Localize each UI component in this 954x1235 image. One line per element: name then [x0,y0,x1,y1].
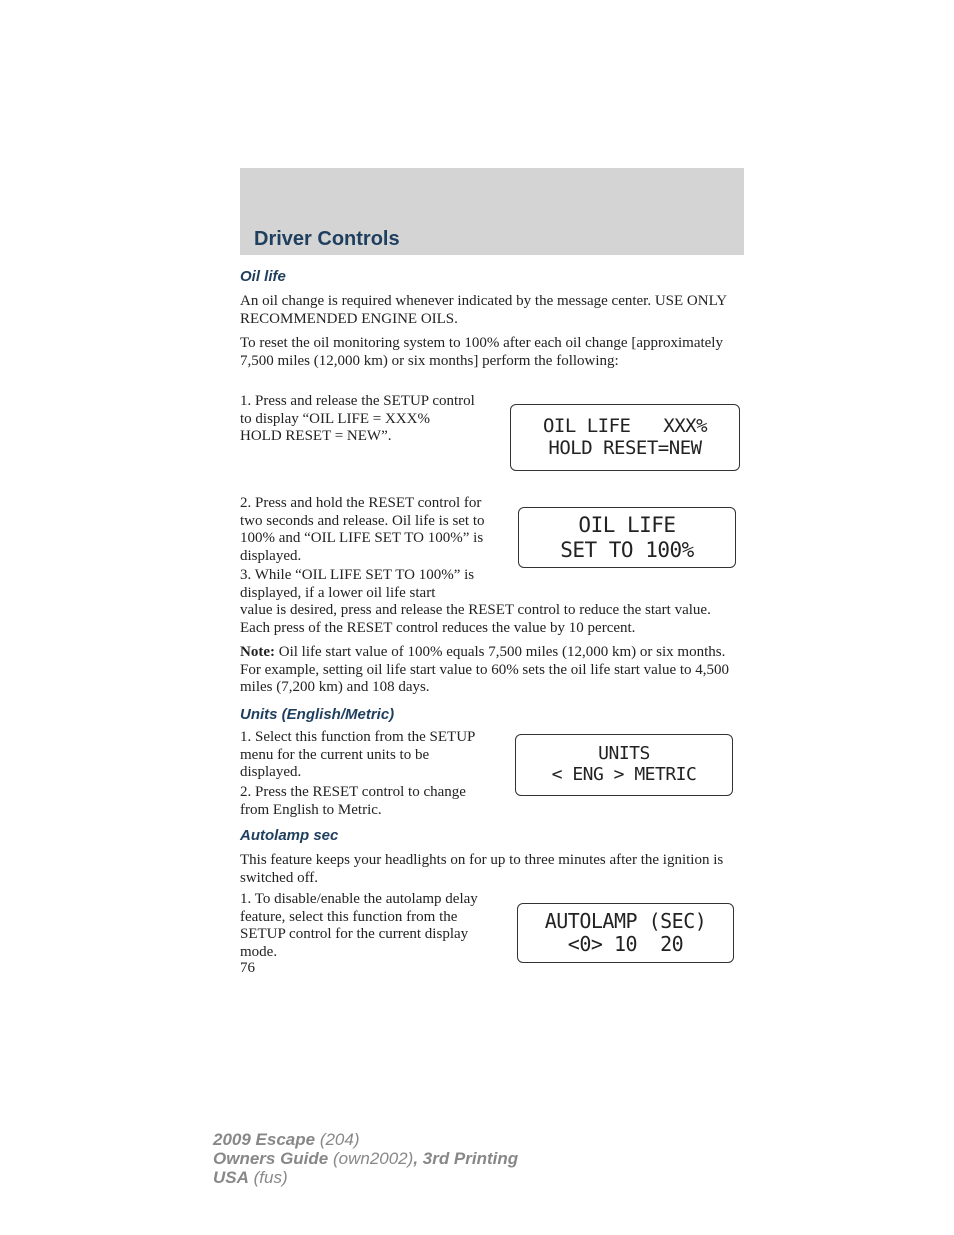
footer-imprint [213,1130,518,1187]
oil-life-display-2 [518,507,736,568]
display-line-1: OIL LIFE [578,513,676,538]
footer-region-code: (fus) [248,1168,288,1187]
oil-life-step-3-continued: value is desired, press and release the RESET control to reduce the start value. Each press of the RESET control reduces the value by 10 percent. [240,602,711,636]
oil-life-step-3-start: 3. While “OIL LIFE SET TO 100%” is displayed, if a lower oil life start [240,567,475,601]
oil-life-reset-paragraph: To reset the oil monitoring system to 100% after each oil change [approximately 7,500 miles (12,000 km) or six months] perform the following: [240,335,723,369]
autolamp-step-1: 1. To disable/enable the autolamp delay feature, select this function from the SETUP control for the current display mode. [240,891,478,960]
oil-life-step-1: 1. Press and release the SETUP control to display “OIL LIFE = XXX% HOLD RESET = NEW”. [240,393,475,444]
display-line-1: UNITS [598,743,650,765]
units-step-2: 2. Press the RESET control to change from English to Metric. [240,784,466,818]
oil-life-intro-paragraph: An oil change is required whenever indicated by the message center. USE ONLY RECOMMENDED ENGINE OILS. [240,293,727,327]
autolamp-intro-paragraph: This feature keeps your headlights on for up to three minutes after the ignition is switched off. [240,852,724,886]
oil-life-display-1 [510,404,740,471]
footer-model-code: (204) [315,1130,360,1149]
oil-life-note [240,644,744,697]
footer-guide-code: (own2002) [328,1149,414,1168]
autolamp-display [517,903,734,963]
section-title: Driver Controls [254,228,400,250]
footer-guide: Owners Guide [213,1149,329,1168]
units-display [515,734,733,796]
page-number: 76 [240,960,255,976]
display-line-2: <0> 10 20 [567,932,684,956]
footer-region: USA [213,1168,249,1187]
footer-model: 2009 Escape [213,1130,316,1149]
display-line-2: HOLD RESET=NEW [548,436,702,459]
display-line-2: < ENG > METRIC [551,764,697,785]
section-header-band [240,168,744,255]
display-line-2: SET TO 100% [560,537,694,562]
oil-life-step-2: 2. Press and hold the RESET control for two seconds and release. Oil life is set to 100% and “OIL LIFE SET TO 100%” is displayed. [240,495,485,564]
footer-printing: , 3rd Printing [413,1149,519,1168]
note-label: Note: [240,644,275,660]
display-line-1: AUTOLAMP (SEC) [544,909,707,933]
autolamp-heading: Autolamp sec [240,827,339,844]
units-step-1: 1. Select this function from the SETUP menu for the current units to be displayed. [240,729,475,780]
display-line-1: OIL LIFE XXX% [542,414,708,437]
units-heading: Units (English/Metric) [240,706,395,723]
oil-life-heading: Oil life [240,268,286,285]
note-text: Oil life start value of 100% equals 7,500 miles (12,000 km) or six months. For example, setting oil life start value to 60% sets the oil life start value to 4,500 miles (7,200 km) and 108 days. [240,644,730,695]
